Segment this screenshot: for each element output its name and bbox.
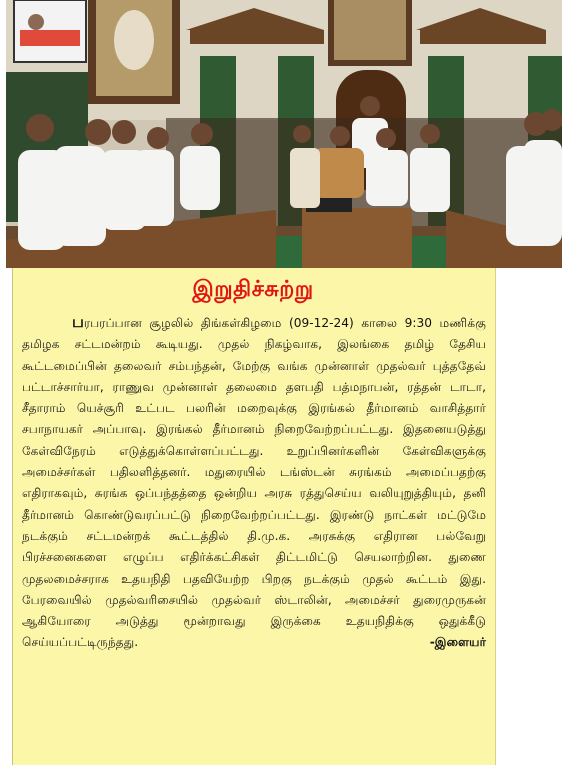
article-body-text: ரபரப்பான சூழலில் திங்கள்கிழமை (09-12-24) காலை 9:30 மணிக்கு தமிழக சட்டமன்றம் கூடியது. முதல் நிகழ்வாக, இலங்கை தமிழ் தேசிய கூட்டமைப்பின் தலைவர் சம்பந்தன், மேற்கு வங்க முன்னாள் முதல்வர் புத்ததேவ் பட்டாச்சார்யா, ராணுவ முன்னாள் தலைமை தளபதி பத்மநாபன், ரத்தன் டாடா, சீதாராம் யெச்சூரி உட்பட பலரின் மறைவுக்கு இரங்கல் தீர்மானம் வாசித்தார் சபாநாயகர் அப்பாவு. இரங்கல் தீர்மானம் நிறைவேற்றப்பட்டது. இதனையடுத்து கேள்விநேரம் எடுத்துக்கொள்ளப்பட்டது. உறுப்பினர்களின் கேள்விகளுக்கு அமைச்சர்கள் பதிலளித்தனர். மதுரையில் டங்ஸ்டன் சுரங்கம் அமைப்பதற்கு எதிராகவும், சுரங்க ஒப்பந்தத்தை ஒன்றிய அரசு ரத்துசெய்ய வலியுறுத்தியும், தனி தீர்மானம் கொண்டுவரப்பட்டு நிறைவேற்றப்பட்டது. இரண்டு நாட்கள் மட்டுமே நடக்கும் சட்டமன்றக் கூட்டத்தில் தி.மு.க. அரசுக்கு எதிரான பல்வேறு பிரச்சனைகளை எழுப்ப எதிர்க்கட்சிகள் திட்டமிட்டு செயலாற்றின. துணை முதலமைச்சராக உதயநிதி பதவியேற்ற பிறகு நடக்கும் முதல் கூட்டம் இது. பேரவையில் முதல்வரிசையில் முதல்வர் ஸ்டாலின், அமைச்சர் துரைமுருகன் ஆகியோரை அடுத்து மூன்றாவது இருக்கை உதயநிதிக்கு ஒதுக்கீடு செய்யப்பட்டிருந்தது. (22, 316, 486, 650)
article-body (22, 311, 486, 654)
article-byline: -இளையர் (429, 635, 486, 650)
assembly-photo (6, 0, 562, 268)
article-dropcap: ப (72, 312, 84, 331)
article-headline: இறுதிச்சுற்று (192, 277, 314, 302)
